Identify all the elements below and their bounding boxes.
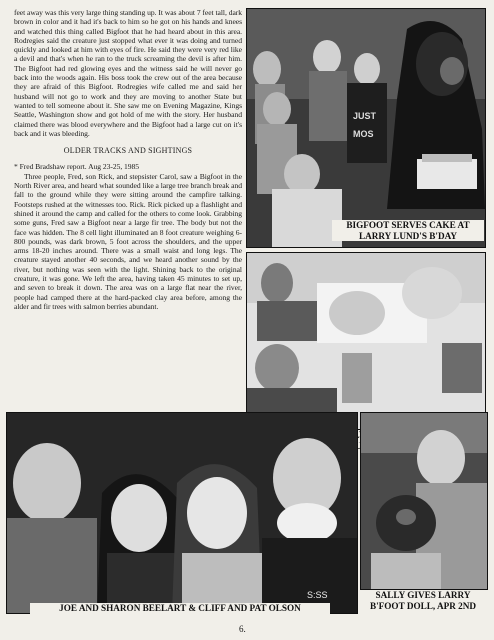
shirt-text-mid: JUST (353, 111, 377, 121)
section-title: OLDER TRACKS AND SIGHTINGS (63, 146, 193, 156)
page-number: 6. (239, 624, 246, 634)
report-line: * Fred Bradshaw report. Aug 23-25, 1985 (14, 162, 140, 172)
shirt-text-low: MOS (353, 129, 374, 139)
photo-bfoot-doll (360, 412, 488, 590)
article-paragraph-2: Three people, Fred, son Rick, and stepsister Carol, saw a Bigfoot in the North River area, and heard what sounded like a large tree branch break and fall to the ground while they were sitting around the campfire talking. Footsteps rushed at the witnesses too. Rick. Rick picked up a flashlight and shined it around the camp and called for the others to come look. Grabbing some guns, Fred saw a Bigfoot near a large fir tree. The body but not the face was hidden. The 8 cell light illuminated an 8 foot creature weighing 6-800 pounds, was dark brown, 5 foot across the shoulders, and the upper arms 18-20 inches around. There was a small waist and long legs. The creature stayed another 40 seconds, and we heard another sound by the river, but nothing was seen with the light. Shining back to the original creature, it was gone. We left the area, having taken 45 minutes to set up, and seven to break it down. The area was on a large flat near the river, people had camped there at the hard-packed clay area before, among the alder and fir trees with salmon berries abundant. (14, 171, 242, 311)
caption-beelart-olson: JOE AND SHARON BEELART & CLIFF AND PAT OLSON (30, 603, 330, 614)
caption-bigfoot-cake: BIGFOOT SERVES CAKE AT LARRY LUND'S B'DAY (332, 220, 484, 241)
photo-beelart-olson-group (6, 412, 358, 614)
article-paragraph-1: feet away was this very large thing standing up. It was about 7 feet tall, dark brown in color and it had it's back to him so he got on his hands and knees and watched this thing called Bigfoot that he had heard about in this area. Rodregies said the creature just stopped what ever it was doing and turned quickly and looked at him with eyes of fire. He said they were very red like a devil and that's when he ran to the truck screaming the devil is after him. The Bigfoot had red glowing eyes and the witness said he will never go back into the woods again. His boss took the crew out of the area because they are afraid of this Bigfoot. Rodregies wife called me and said her husband will not go to work and they are moving to another State but wanted to tell someone about it. She saw me on Evening Magazine, Kings Seattle, Washington show and got hold of me with the story. Her husband claimed there was blood everywhere and the Bigfoot had a large cut on it's back and it was bleeding. (14, 8, 242, 138)
article-column (14, 8, 242, 311)
photo-bigfoot-cake (246, 8, 486, 248)
photo-signature: S:SS (307, 590, 328, 600)
caption-doll: SALLY GIVES LARRY B'FOOT DOLL, APR 2ND (358, 590, 488, 611)
photo-larry-dummy-sally (246, 252, 486, 430)
